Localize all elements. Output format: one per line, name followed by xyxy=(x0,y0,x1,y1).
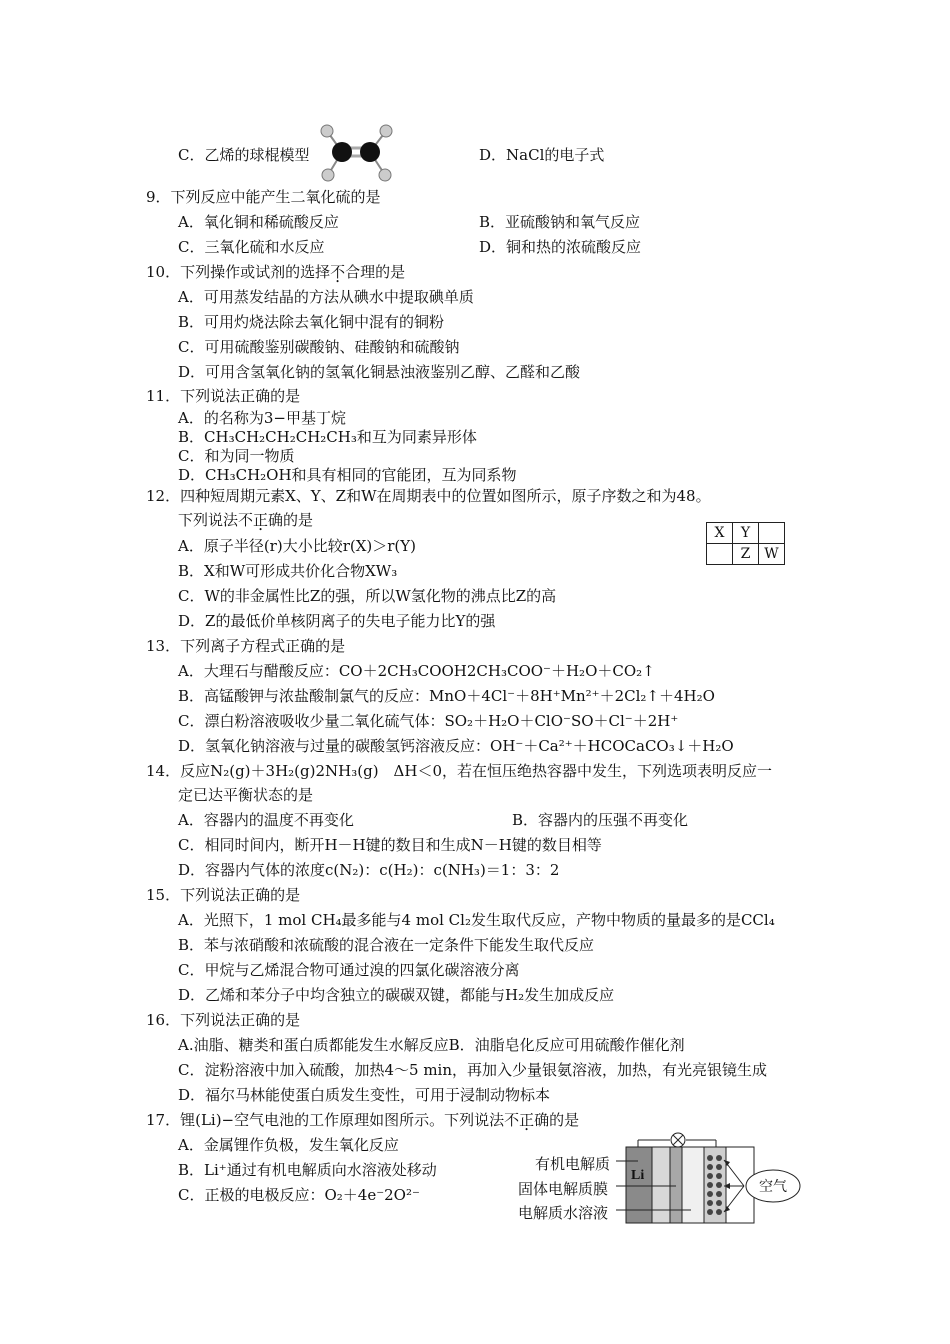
air-label: 空气 xyxy=(759,1179,787,1195)
q16-option-ab: A.油脂、糖类和蛋白质都能发生水解反应B．油脂皂化反应可用硫酸作催化剂 xyxy=(178,1036,685,1054)
table-cell xyxy=(759,523,785,544)
q16-option-c: C．淀粉溶液中加入硫酸，加热4～5 min，再加入少量银氨溶液，加热，有光亮银镜生成 xyxy=(178,1061,768,1079)
q9-option-b: B．亚硫酸钠和氧气反应 xyxy=(479,213,641,231)
q14-option-d: D．容器内气体的浓度c(N₂)：c(H₂)：c(NH₃)＝1：3：2 xyxy=(178,861,560,879)
q10-option-c: C．可用硫酸鉴别碳酸钠、硅酸钠和硫酸钠 xyxy=(178,338,460,356)
q13-option-c: C．漂白粉溶液吸收少量二氧化硫气体：SO₂＋H₂O＋ClO⁻SO＋Cl⁻＋2H⁺ xyxy=(178,712,679,730)
q14-option-b: B．容器内的压强不再变化 xyxy=(512,811,689,829)
label-aqueous-electrolyte: 电解质水溶液 xyxy=(518,1204,609,1222)
q17-option-b: B．Li⁺通过有机电解质向水溶液处移动 xyxy=(178,1161,437,1179)
q13-option-a: A．大理石与醋酸反应：CO＋2CH₃COOH2CH₃COO⁻＋H₂O＋CO₂↑ xyxy=(178,662,655,680)
q17-option-a: A．金属锂作负极，发生氧化反应 xyxy=(178,1136,399,1154)
q14-stem-line2: 定已达平衡状态的是 xyxy=(178,786,314,804)
q8-option-d: D．NaCl的电子式 xyxy=(479,146,605,164)
q17-option-c: C．正极的电极反应：O₂＋4e⁻2O²⁻ xyxy=(178,1186,420,1204)
emphasis-text: 不 xyxy=(330,263,346,281)
table-cell: Z xyxy=(733,544,759,565)
q12-option-a: A．原子半径(r)大小比较r(X)＞r(Y) xyxy=(178,537,417,555)
q15-option-a: A．光照下，1 mol CH₄最多能与4 mol Cl₂发生取代反应，产物中物质的量最多的是CCl₄ xyxy=(178,911,775,929)
q12-option-b: B．X和W可形成共价化合物XW₃ xyxy=(178,562,398,580)
q14-stem-line1: 14．反应N₂(g)＋3H₂(g)2NH₃(g) ΔH＜0，若在恒压绝热容器中发生，下列选项表明反应一 xyxy=(146,762,773,780)
emphasis-text: 不正确 xyxy=(238,511,284,529)
q9-option-a: A．氧化铜和稀硫酸反应 xyxy=(178,213,339,231)
q10-option-b: B．可用灼烧法除去氧化铜中混有的铜粉 xyxy=(178,313,445,331)
electrode-label: Li xyxy=(631,1168,645,1183)
q13-stem: 13．下列离子方程式正确的是 xyxy=(146,637,346,655)
table-cell: Y xyxy=(733,523,759,544)
label-organic-electrolyte: 有机电解质 xyxy=(535,1155,611,1173)
li-air-battery-diagram xyxy=(616,1128,816,1228)
q12-stem-line1: 12．四种短周期元素X、Y、Z和W在周期表中的位置如图所示，原子序数之和为48。 xyxy=(146,487,711,505)
table-cell: X xyxy=(707,523,733,544)
q13-option-b: B．高锰酸钾与浓盐酸制氯气的反应：MnO＋4Cl⁻＋8H⁺Mn²⁺＋2Cl₂↑＋4H₂O xyxy=(178,687,715,705)
q9-option-d: D．铜和热的浓硫酸反应 xyxy=(479,238,642,256)
q12-option-c: C．W的非金属性比Z的强，所以W氢化物的沸点比Z的高 xyxy=(178,587,557,605)
q14-option-c: C．相同时间内，断开H－H键的数目和生成N－H键的数目相等 xyxy=(178,836,602,854)
q16-option-d: D．福尔马林能使蛋白质发生变性，可用于浸制动物标本 xyxy=(178,1086,551,1104)
q12-option-d: D．Z的最低价单核阴离子的失电子能力比Y的强 xyxy=(178,612,496,630)
q9-stem: 9．下列反应中能产生二氧化硫的是 xyxy=(146,188,381,206)
q17-stem: 17．锂(Li)−空气电池的工作原理如图所示。下列说法不正确的是 xyxy=(146,1111,580,1129)
q11-option-c: C．和为同一物质 xyxy=(178,447,295,465)
table-cell: W xyxy=(759,544,785,565)
q13-option-d: D．氢氧化钠溶液与过量的碳酸氢钙溶液反应：OH⁻＋Ca²⁺＋HCOCaCO₃↓＋H₂O xyxy=(178,737,734,755)
q14-option-a: A．容器内的温度不再变化 xyxy=(178,811,354,829)
q15-option-b: B．苯与浓硝酸和浓硫酸的混合液在一定条件下能发生取代反应 xyxy=(178,936,595,954)
q10-option-a: A．可用蒸发结晶的方法从碘水中提取碘单质 xyxy=(178,288,474,306)
q10-option-d: D．可用含氢氧化钠的氢氧化铜悬浊液鉴别乙醇、乙醛和乙酸 xyxy=(178,363,581,381)
q12-stem-line2: 下列说法不正确的是 xyxy=(178,511,314,529)
q15-option-d: D．乙烯和苯分子中均含独立的碳碳双键，都能与H₂发生加成反应 xyxy=(178,986,615,1004)
q15-stem: 15．下列说法正确的是 xyxy=(146,886,301,904)
periodic-table-fragment xyxy=(706,522,785,565)
q11-option-d: D．CH₃CH₂OH和具有相同的官能团，互为同系物 xyxy=(178,466,517,484)
q15-option-c: C．甲烷与乙烯混合物可通过溴的四氯化碳溶液分离 xyxy=(178,961,520,979)
table-cell xyxy=(707,544,733,565)
q9-option-c: C．三氧化硫和水反应 xyxy=(178,238,325,256)
emphasis-text: 不正确 xyxy=(504,1111,550,1129)
q16-stem: 16．下列说法正确的是 xyxy=(146,1011,301,1029)
q11-option-a: A．的名称为3−甲基丁烷 xyxy=(178,409,346,427)
q11-stem: 11．下列说法正确的是 xyxy=(146,387,301,405)
q8-option-c: C．乙烯的球棍模型 xyxy=(178,146,310,164)
q11-option-b: B．CH₃CH₂CH₂CH₂CH₃和互为同素异形体 xyxy=(178,428,477,446)
label-solid-electrolyte-membrane: 固体电解质膜 xyxy=(518,1180,609,1198)
ethylene-ball-stick-model xyxy=(318,122,398,184)
q10-stem: 10．下列操作或试剂的选择不合理的是 xyxy=(146,263,406,281)
